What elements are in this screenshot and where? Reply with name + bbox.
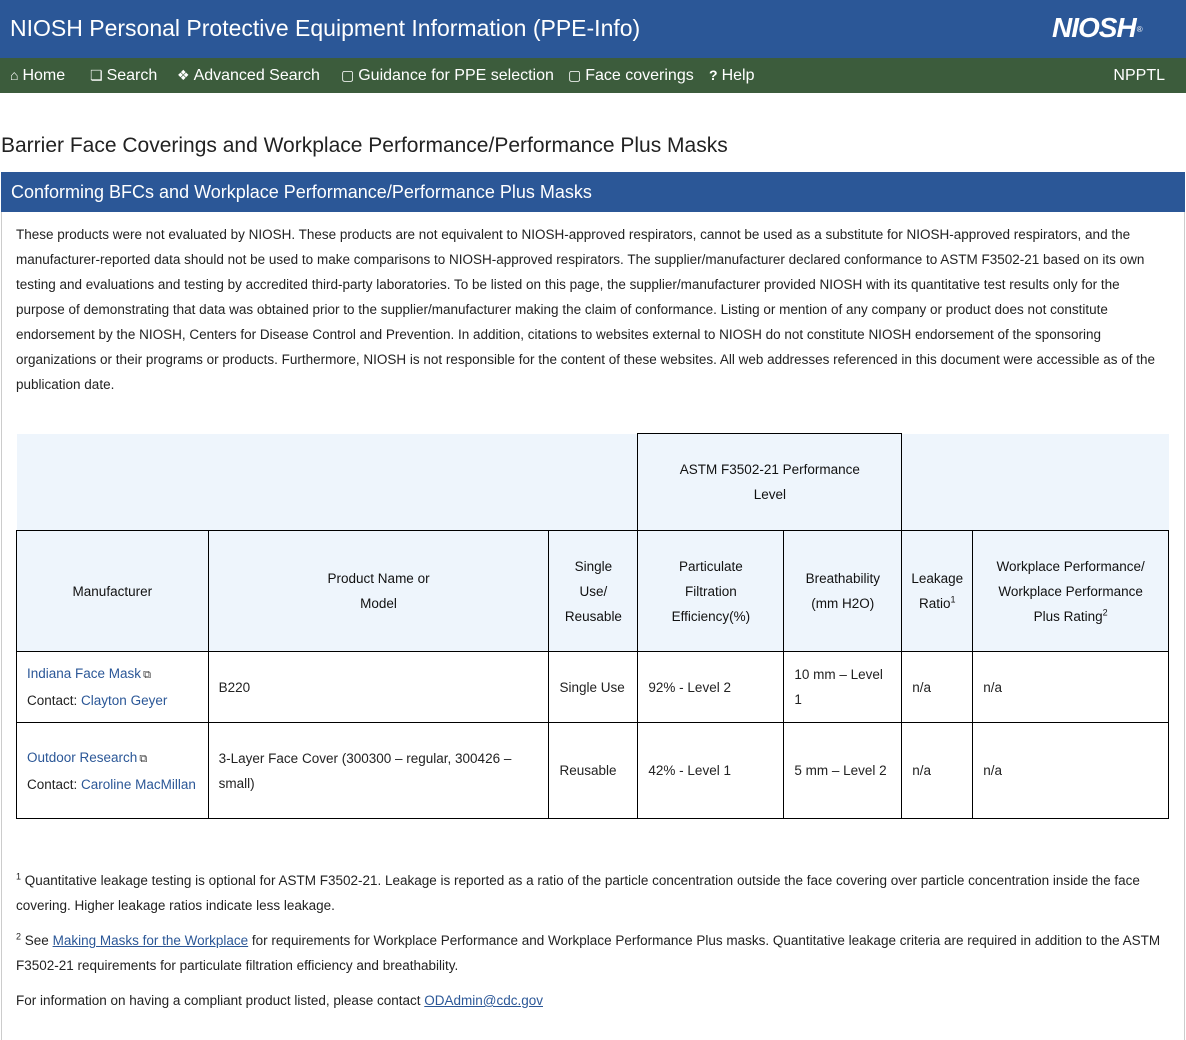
table-row — [17, 652, 1169, 723]
cube-icon: ❏ — [90, 67, 103, 83]
nav-help[interactable] — [709, 58, 754, 93]
cell-breathability: 5 mm – Level 2 — [784, 723, 902, 819]
footnote-2 — [16, 928, 1170, 978]
footnote-1-marker: 1 — [16, 871, 22, 882]
col-use: Single Use/ Reusable — [549, 531, 638, 652]
contact-link[interactable]: Caroline MacMillan — [81, 776, 196, 792]
col-leakage — [902, 531, 973, 652]
nav-guidance-label: Guidance for PPE selection — [358, 67, 554, 84]
table-group-blank-right — [902, 434, 1169, 531]
nav-advanced-search-label: Advanced Search — [193, 67, 320, 84]
col-manufacturer: Manufacturer — [17, 531, 209, 652]
nav-home[interactable] — [10, 58, 65, 93]
manufacturer-link[interactable]: Indiana Face Mask — [27, 666, 142, 681]
cell-product: B220 — [208, 652, 549, 723]
footnote-1-text: Quantitative leakage testing is optional for ASTM F3502-21. Leakage is reported as a ratio of the particle concentration outside the face covering over particle concentration inside the face covering. Higher leakage ratios indicate less leakage. — [16, 873, 1140, 913]
cell-workplace: n/a — [973, 723, 1169, 819]
contact-label: Contact: — [27, 776, 78, 792]
nav-search[interactable] — [90, 58, 157, 93]
disclaimer-text: These products were not evaluated by NIOSH. These products are not equivalent to NIOSH-approved respirators, cannot be used as a substitute for NIOSH-approved respirators, and the manufacturer-reported data should not be used to make comparisons to NIOSH-approved respirators. The supplier/manufacturer declared conformance to ASTM F3502-21 based on its own testing and evaluations and testing by accredited third-party laboratories. To be listed on this page, the supplier/manufacturer provided NIOSH with its quantitative test results only for the purpose of demonstrating that data was obtained prior to the supplier/manufacturer making the claim of conformance. Listing or mention of any company or product does not constitute endorsement by the NIOSH, Centers for Disease Control and Prevention. In addition, citations to websites external to NIOSH do not constitute NIOSH endorsement of the sponsoring organizations or their programs or products. Furthermore, NIOSH is not responsible for the content of these websites. All web addresses referenced in this document were accessible as of the publication date. — [16, 227, 1156, 392]
cell-product: 3-Layer Face Cover (300300 – regular, 300426 – small) — [208, 723, 549, 819]
making-masks-link[interactable]: Making Masks for the Workplace — [52, 933, 249, 948]
cell-workplace: n/a — [973, 652, 1169, 723]
cell-use: Single Use — [549, 652, 638, 723]
col-workplace-label: Workplace Performance/ Workplace Performance Plus Rating — [996, 558, 1145, 624]
table-group-blank — [17, 434, 638, 531]
home-icon: ⌂ — [10, 67, 19, 83]
col-product: Product Name or Model — [208, 531, 549, 652]
contact-link[interactable]: Clayton Geyer — [81, 693, 168, 708]
odadmin-email-link[interactable]: ODAdmin@cdc.gov — [424, 993, 543, 1008]
footnote-2-pre: See — [24, 933, 49, 948]
col-leakage-footnote: 1 — [950, 594, 956, 605]
cell-leakage: n/a — [902, 652, 973, 723]
cell-manufacturer — [17, 652, 209, 723]
nav-face-coverings-label: Face coverings — [585, 67, 694, 84]
nav-help-label: Help — [721, 67, 755, 84]
registered-mark: ® — [1136, 25, 1142, 34]
nav-home-label: Home — [22, 67, 66, 84]
cell-leakage: n/a — [902, 723, 973, 819]
niosh-logo-text: NIOSH — [1052, 12, 1136, 43]
table-header-row — [17, 531, 1169, 652]
col-filtration: Particulate Filtration Efficiency(%) — [638, 531, 784, 652]
nav-face-coverings[interactable] — [568, 58, 694, 93]
cell-filtration: 92% - Level 2 — [638, 652, 784, 723]
nav-guidance[interactable] — [341, 58, 554, 93]
table-row — [17, 723, 1169, 819]
nav-advanced-search[interactable] — [177, 58, 320, 93]
site-title: NIOSH Personal Protective Equipment Information (PPE-Info) — [10, 15, 641, 41]
performance-level-group-header: ASTM F3502-21 Performance Level — [638, 434, 902, 531]
page-title: Barrier Face Coverings and Workplace Performance/Performance Plus Masks — [1, 134, 728, 157]
col-workplace-footnote: 2 — [1102, 607, 1108, 617]
cell-breathability: 10 mm – Level 1 — [784, 652, 902, 723]
book-icon: ▢ — [568, 67, 582, 83]
external-link-icon: ⧉ — [139, 752, 148, 765]
col-breathability: Breathability (mm H2O) — [784, 531, 902, 652]
table-group-header-row — [17, 434, 1169, 531]
manufacturer-link[interactable]: Outdoor Research — [27, 749, 138, 765]
col-workplace — [973, 531, 1169, 652]
footnote-1 — [16, 868, 1170, 918]
external-link-icon: ⧉ — [143, 669, 151, 681]
site-header — [0, 0, 1186, 58]
cell-use: Reusable — [549, 723, 638, 819]
contact-note-text: For information on having a compliant product listed, please contact — [16, 993, 421, 1008]
cell-manufacturer — [17, 723, 209, 819]
niosh-logo[interactable] — [1052, 12, 1141, 44]
main-navbar — [0, 58, 1186, 93]
question-icon: ? — [709, 67, 718, 83]
nav-npptl[interactable]: NPPTL — [1113, 67, 1165, 84]
conforming-products-table — [16, 433, 1169, 819]
nav-search-label: Search — [106, 67, 158, 84]
contact-note — [16, 988, 1170, 1013]
book-icon: ▢ — [341, 67, 355, 83]
contact-label: Contact: — [27, 693, 78, 708]
footnote-2-text: for requirements for Workplace Performance and Workplace Performance Plus masks. Quantitative leakage criteria are required in addition to the ASTM F3502-21 requirements for particulate filtration efficiency and breathability. — [16, 933, 1161, 973]
cell-filtration: 42% - Level 1 — [638, 723, 784, 819]
cubes-icon: ❖ — [177, 67, 190, 83]
col-leakage-label: Leakage Ratio — [911, 571, 964, 611]
panel-heading: Conforming BFCs and Workplace Performance/Performance Plus Masks — [1, 172, 1185, 212]
footnote-2-marker: 2 — [16, 931, 22, 942]
